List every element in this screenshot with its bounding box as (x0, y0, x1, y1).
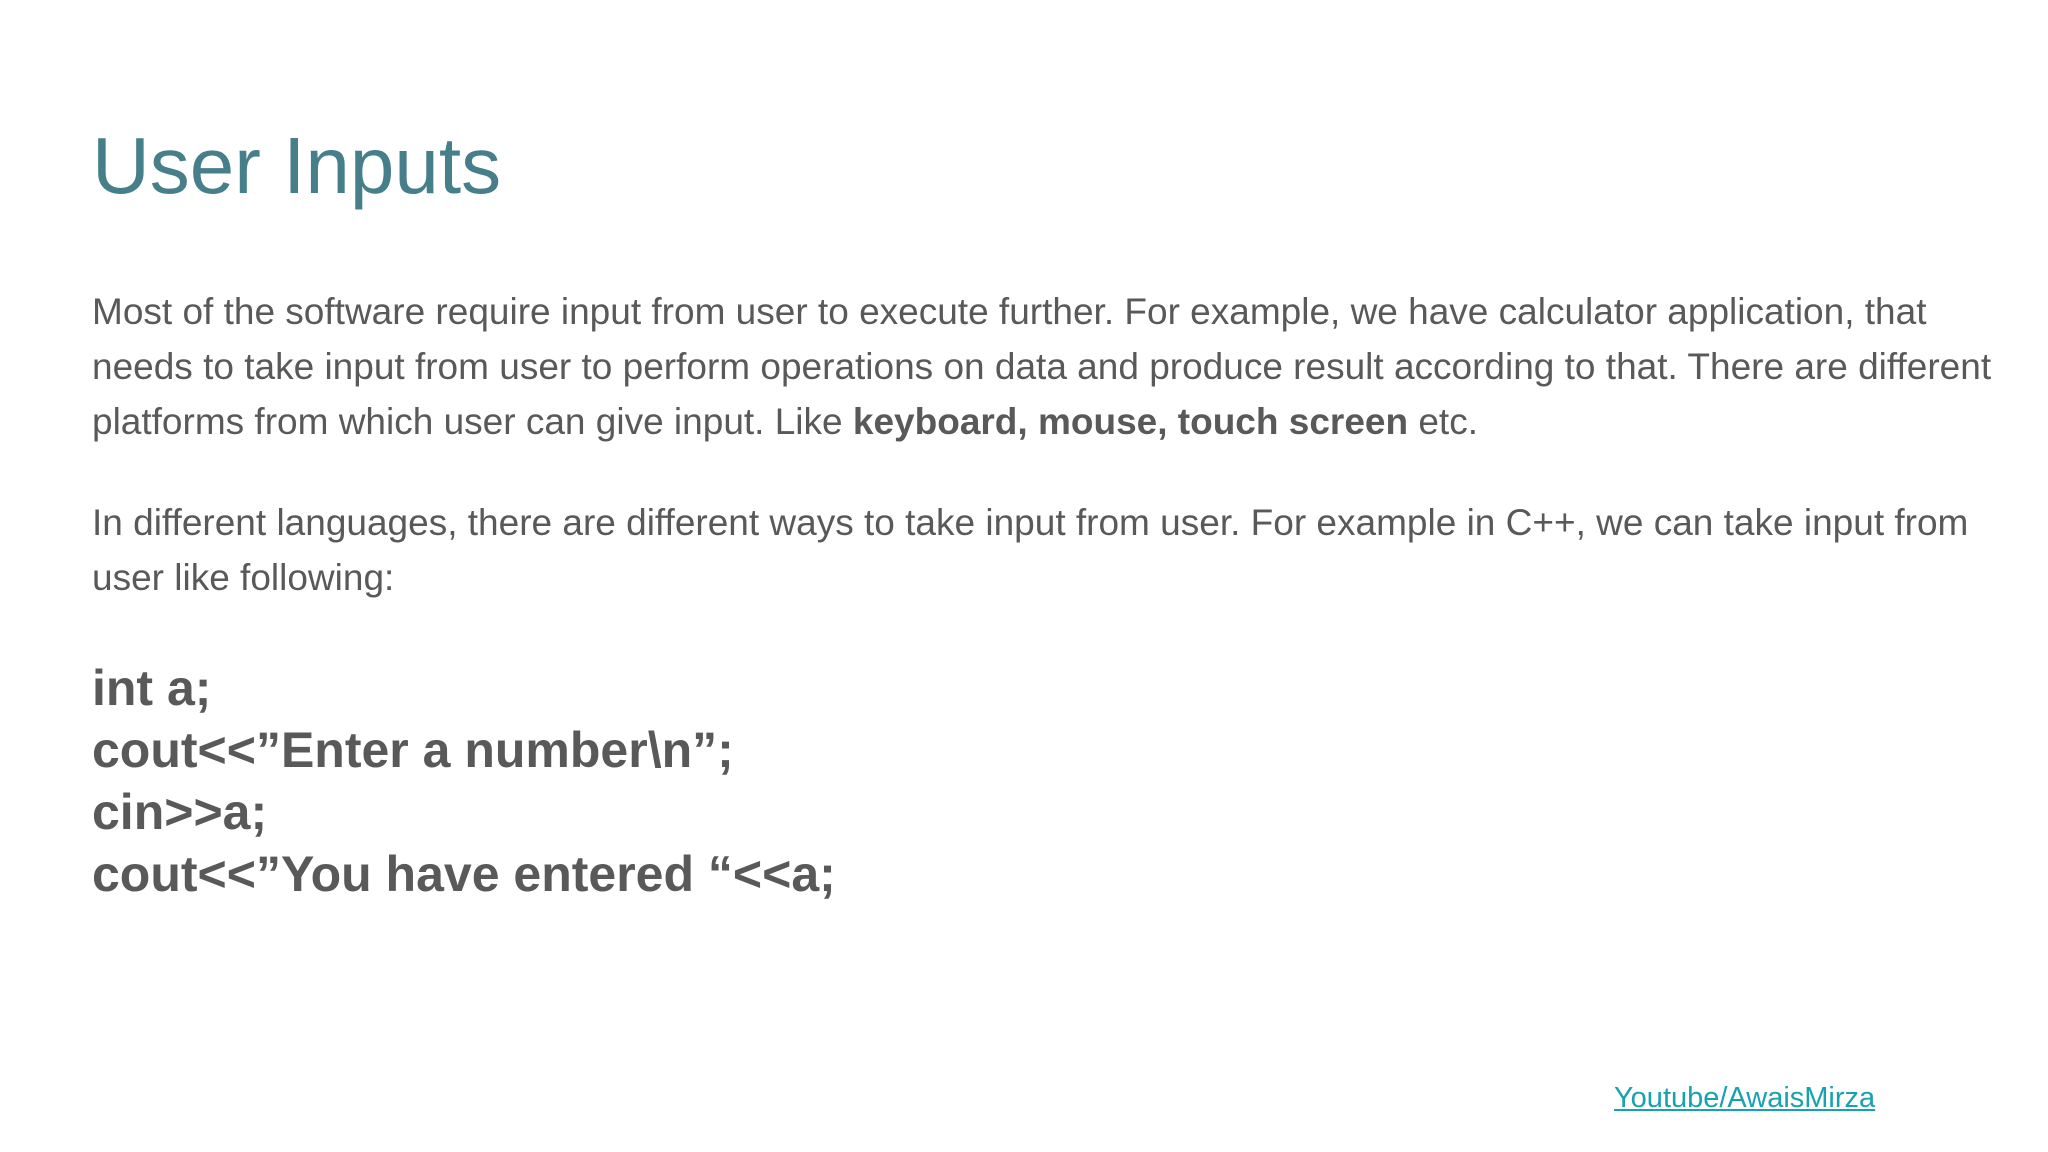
paragraph-languages: In different languages, there are different ways to take input from user. For example in C++, we can take input from user like following: (92, 502, 1969, 598)
paragraph-intro-bold: keyboard, mouse, touch screen (852, 401, 1409, 442)
code-line: cout<<”You have entered “<<a; (92, 846, 836, 902)
code-line: int a; (92, 660, 212, 716)
code-block (92, 657, 1992, 905)
slide-title: User Inputs (92, 121, 502, 210)
code-line: cin>>a; (92, 784, 268, 840)
paragraph-intro-text: Most of the software require input from user to execute further. For example, we have calculator application, that needs to take input from user to perform operations on data and produce result according to that. There are different platforms from which user can give input. Like (92, 291, 1992, 442)
youtube-link[interactable]: Youtube/AwaisMirza (1614, 1082, 1876, 1114)
code-line: cout<<”Enter a number\n”; (92, 722, 734, 778)
paragraph-intro-tail: etc. (1408, 401, 1478, 442)
paragraph-intro (92, 284, 1992, 449)
slide-body (92, 284, 1992, 905)
